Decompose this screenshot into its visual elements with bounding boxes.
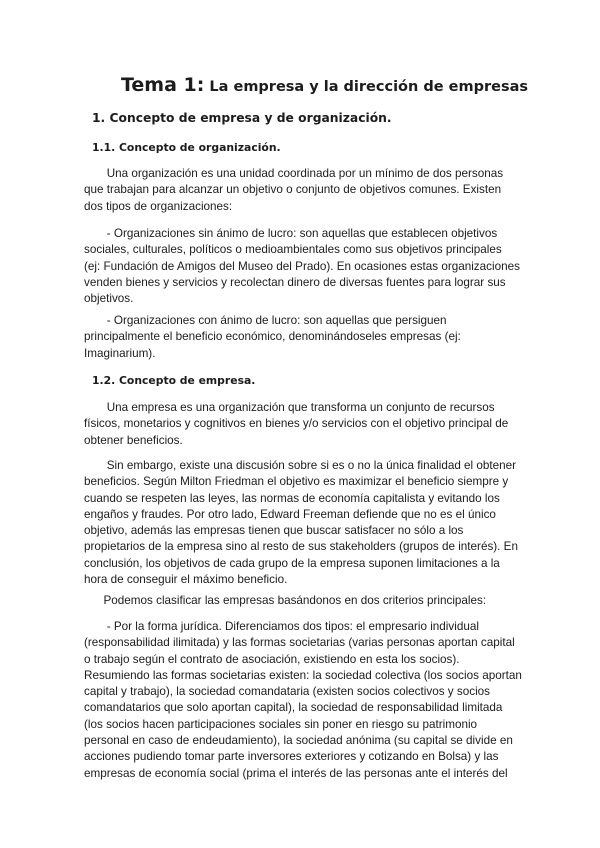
text-line: que trabajan para alcanzar un objetivo o conjunto de objetivos comunes. Existen xyxy=(84,183,502,197)
text-line: engaños y fraudes. Por otro lado, Edward Freeman defiende que no es el único xyxy=(84,507,496,521)
paragraph-con-animo-lucro xyxy=(84,313,529,362)
text-line: cuando se respeten las leyes, las normas de economía capitalista y evitando los xyxy=(84,491,500,505)
text-line: Sin embargo, existe una discusión sobre si es o no la única finalidad el obtener xyxy=(84,459,517,472)
text-line: (responsabilidad ilimitada) y las formas societarias (varias personas aportan capital xyxy=(84,636,515,650)
text-line: (ej: Fundación de Amigos del Museo del Prado). En ocasiones estas organizaciones xyxy=(84,259,520,273)
paragraph-clasificacion-intro xyxy=(84,593,529,609)
text-line: sociales, culturales, políticos o medioambientales como sus objetivos principales xyxy=(84,243,502,257)
text-line: objetivo, además las empresas tienen que buscar satisfacer no sólo a los xyxy=(84,524,464,538)
text-line: beneficios. Según Milton Friedman el objetivo es maximizar el beneficio siempre y xyxy=(84,475,509,489)
text-line: - Organizaciones sin ánimo de lucro: son aquellas que establecen objetivos xyxy=(84,227,498,240)
paragraph-empresa-definicion xyxy=(84,400,529,449)
title-lead: Tema 1: xyxy=(120,74,205,96)
paragraph-sin-animo-lucro xyxy=(84,226,529,307)
text-line: - Organizaciones con ánimo de lucro: son aquellas que persiguen xyxy=(84,314,447,327)
text-line: Una organización es una unidad coordinada por un mínimo de dos personas xyxy=(84,167,504,180)
text-line: acciones pudiendo tomar parte inversores exteriores y cotizando en Bolsa) y las xyxy=(84,750,499,764)
text-line: dos tipos de organizaciones: xyxy=(84,199,233,213)
text-line: (los socios hacen participaciones sociales sin poner en riesgo su patrimonio xyxy=(84,717,478,731)
text-line: propietarios de la empresa sino al resto de sus stakeholders (grupos de interés). En xyxy=(84,540,518,554)
text-line: obtener beneficios. xyxy=(84,433,183,447)
text-line: hora de conseguir el máximo beneficio. xyxy=(84,573,288,587)
text-line: Podemos clasificar las empresas basándonos en dos criterios principales: xyxy=(84,594,487,607)
text-line: o trabajo según el contrato de asociación, existiendo en esta los socios). xyxy=(84,652,460,666)
text-line: objetivos. xyxy=(84,292,134,306)
text-line: comandatarios que solo aportan capital), la sociedad de responsabilidad limitada xyxy=(84,701,503,715)
text-line: físicos, monetarios y cognitivos en bienes y/o servicios con el objetivo principal de xyxy=(84,417,509,431)
subsection-heading-1-1: 1.1. Concepto de organización. xyxy=(92,141,281,154)
paragraph-forma-juridica xyxy=(84,619,529,782)
text-line: capital y trabajo), la sociedad comandataria (existen socios colectivos y socios xyxy=(84,685,491,699)
text-line: principalmente el beneficio económico, denominándoseles empresas (ej: xyxy=(84,330,461,344)
subsection-heading-1-2: 1.2. Concepto de empresa. xyxy=(92,374,256,387)
text-line: Resumiendo las formas societarias existen: la sociedad colectiva (los socios aportan xyxy=(84,668,522,682)
title-rest: La empresa y la dirección de empresas xyxy=(204,79,528,95)
paragraph-finalidad-empresa xyxy=(84,458,529,588)
page-title xyxy=(0,74,528,96)
text-line: venden bienes y servicios y recolectan dinero de diversas fuentes para lograr sus xyxy=(84,275,506,289)
text-line: - Por la forma jurídica. Diferenciamos dos tipos: el empresario individual xyxy=(84,620,479,633)
text-line: empresas de economía social (prima el interés de las personas ante el interés del xyxy=(84,766,508,780)
section-heading-1: 1. Concepto de empresa y de organización. xyxy=(92,111,392,125)
text-line: Imaginarium). xyxy=(84,346,156,360)
text-line: Una empresa es una organización que transforma un conjunto de recursos xyxy=(84,401,495,414)
paragraph-organizacion-intro xyxy=(84,166,529,215)
text-line: personal en caso de endeudamiento), la sociedad anónima (su capital se divide en xyxy=(84,734,513,748)
text-line: conclusión, los objetivos de cada grupo de la empresa suponen limitaciones a la xyxy=(84,556,500,570)
